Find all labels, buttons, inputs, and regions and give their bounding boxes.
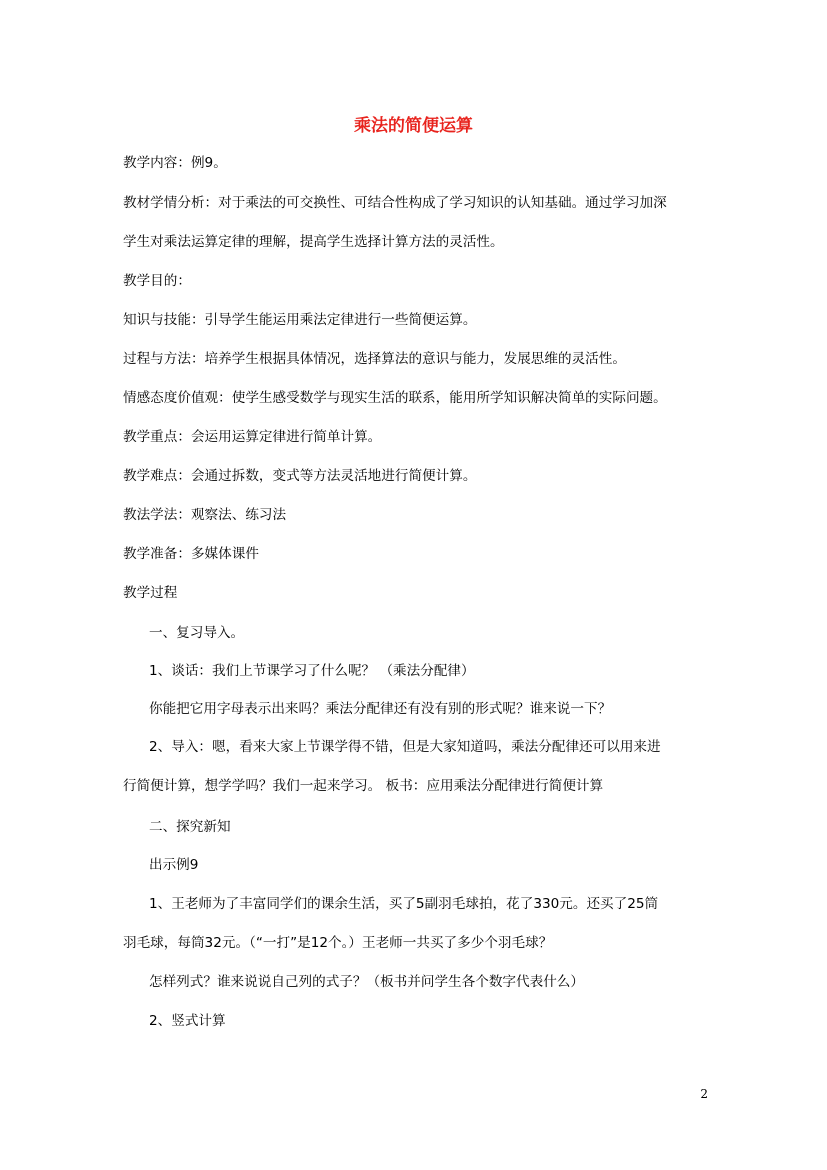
example-problem-line-2: 羽毛球，每筒32元。（“一打”是12个。）王老师一共买了多少个羽毛球？ — [123, 935, 553, 951]
teaching-preparation-line: 教学准备：多媒体课件 — [123, 546, 259, 562]
review-question-line: 你能把它用字母表示出来吗？乘法分配律还有没有别的形式呢？谁来说一下？ — [149, 701, 612, 717]
review-talk-line: 1、谈话：我们上节课学习了什么呢？ （乘法分配律） — [149, 663, 475, 679]
emotion-values-line: 情感态度价值观：使学生感受数学与现实生活的联系，能用所学知识解决简单的实际问题。 — [123, 390, 667, 406]
material-analysis-line-2: 学生对乘法运算定律的理解，提高学生选择计算方法的灵活性。 — [123, 234, 504, 250]
material-analysis-line-1: 教材学情分析：对于乘法的可交换性、可结合性构成了学习知识的认知基础。通过学习加深 — [123, 195, 667, 211]
example-problem-line-1: 1、王老师为了丰富同学们的课余生活，买了5副羽毛球拍，花了330元。还买了25筒 — [149, 896, 659, 912]
show-example-line: 出示例9 — [149, 857, 199, 873]
teaching-methods-line: 教法学法：观察法、练习法 — [123, 507, 287, 523]
teaching-purpose-heading: 教学目的： — [123, 273, 191, 289]
introduction-line-1: 2、导入：嗯，看来大家上节课学得不错，但是大家知道吗，乘法分配律还可以用来进 — [149, 739, 661, 755]
teaching-process-heading: 教学过程 — [123, 585, 178, 601]
section-review-heading: 一、复习导入。 — [149, 625, 245, 641]
process-method-line: 过程与方法：培养学生根据具体情况，选择算法的意识与能力，发展思维的灵活性。 — [123, 351, 626, 367]
section-explore-heading: 二、探究新知 — [149, 819, 231, 835]
teaching-difficulty-line: 教学难点：会通过拆数，变式等方法灵活地进行简便计算。 — [123, 468, 477, 484]
document-title: 乘法的简便运算 — [354, 116, 473, 136]
vertical-calculation-line: 2、竖式计算 — [149, 1013, 226, 1029]
teaching-focus-line: 教学重点：会运用运算定律进行简单计算。 — [123, 429, 382, 445]
formula-question-line: 怎样列式？谁来说说自己列的式子？（板书并问学生各个数字代表什么） — [149, 974, 584, 990]
teaching-content-line: 教学内容：例9。 — [123, 155, 227, 171]
knowledge-skill-line: 知识与技能：引导学生能运用乘法定律进行一些简便运算。 — [123, 312, 477, 328]
page-number: 2 — [700, 1087, 708, 1101]
introduction-line-2: 行简便计算，想学学吗？我们一起来学习。 板书：应用乘法分配律进行简便计算 — [123, 778, 604, 794]
